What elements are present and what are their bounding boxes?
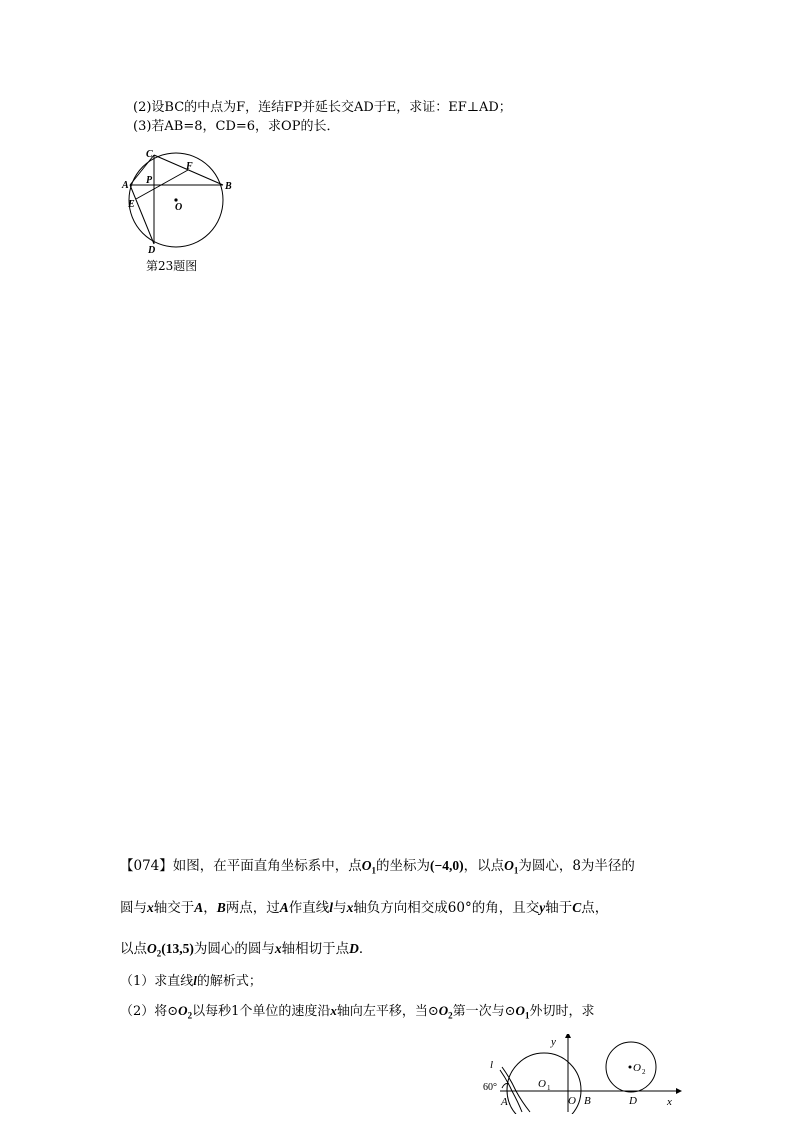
label-o1: O bbox=[538, 1078, 546, 1090]
circle-geometry-figure bbox=[118, 145, 238, 265]
o2-center-dot bbox=[629, 1066, 632, 1069]
label-e: E bbox=[128, 199, 135, 210]
label-y: y bbox=[551, 1036, 556, 1048]
problem-074-line-2: 圆与x轴交于A，B两点，过A作直线l与x轴负方向相交成60°的角，且交y轴于C点， bbox=[120, 900, 609, 916]
label-a: A bbox=[122, 180, 129, 191]
label-b: B bbox=[225, 181, 232, 192]
problem-tag: 【074】 bbox=[120, 858, 173, 874]
label-a: A bbox=[501, 1096, 508, 1108]
label-c: C bbox=[146, 149, 153, 160]
label-o2: O bbox=[633, 1062, 641, 1074]
coordinate-o1: (−4,0) bbox=[430, 858, 464, 873]
label-o: O bbox=[568, 1095, 576, 1107]
question-3-text: (3)若AB=8，CD=6，求OP的长． bbox=[133, 119, 340, 134]
label-b: B bbox=[584, 1095, 591, 1107]
label-o1-sub: 1 bbox=[547, 1084, 551, 1092]
label-o: O bbox=[175, 202, 183, 213]
label-o2-sub: 2 bbox=[642, 1068, 646, 1076]
label-l: l bbox=[490, 1059, 494, 1071]
problem-074-question-2: （2）将$⊙O_2$以每秒1个单位的速度沿x轴向左平移，当$⊙O_2$第一次与$⊙O_1$外切时，求 bbox=[120, 1003, 595, 1021]
label-angle: 60° bbox=[483, 1082, 497, 1093]
label-f: F bbox=[186, 161, 193, 172]
y-axis-arrow bbox=[565, 1034, 571, 1038]
segment-ad bbox=[130, 185, 154, 244]
problem-074-question-1: （1）求直线l的解析式； bbox=[120, 973, 262, 989]
label-d: D bbox=[148, 245, 156, 256]
coordinate-o2: (13,5) bbox=[161, 941, 194, 956]
problem-074-line-1: 【074】如图，在平面直角坐标系中，点$O_1$的坐标为(−4,0)，以点$O_1$为圆心，8为半径的 bbox=[120, 858, 635, 876]
label-d: D bbox=[629, 1095, 637, 1107]
figure-caption: 第23题图 bbox=[146, 259, 198, 273]
x-axis-arrow bbox=[676, 1088, 682, 1094]
problem-074-line-3: 以点$O_2(13,5)$为圆心的圆与x轴相切于点D． bbox=[120, 941, 373, 959]
label-x: x bbox=[667, 1096, 672, 1108]
question-2-text: (2)设BC的中点为F，连结FP并延长交AD于E，求证：EF⊥AD； bbox=[133, 100, 512, 115]
label-p: P bbox=[146, 175, 153, 186]
coordinate-plane-figure bbox=[478, 1034, 688, 1114]
